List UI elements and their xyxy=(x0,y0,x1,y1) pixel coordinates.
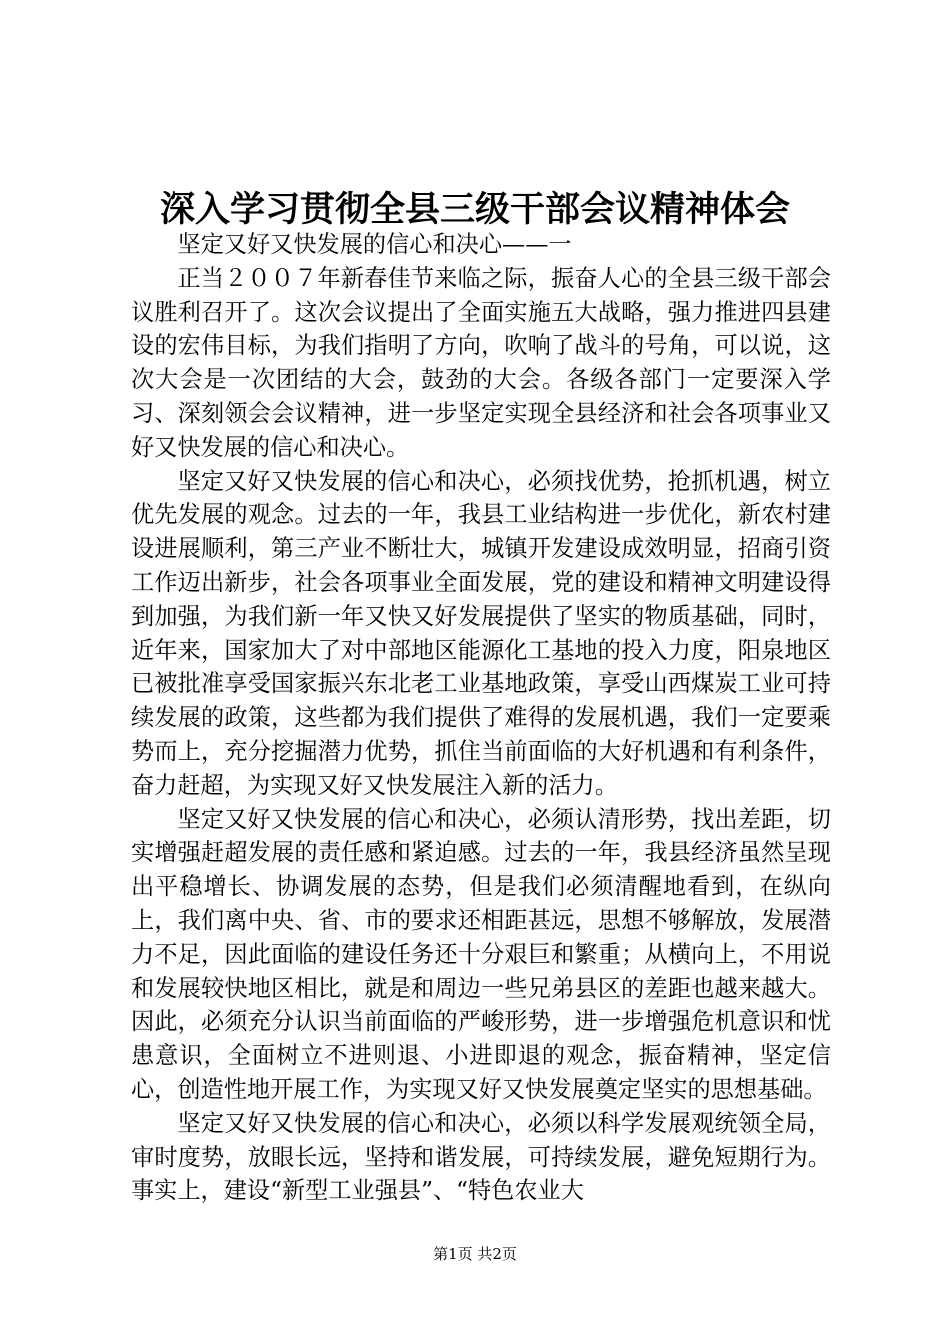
paragraph-3: 坚定又好又快发展的信心和决心，必须认清形势，找出差距，切实增强赶超发展的责任感和紧迫感。过去的一年，我县经济虽然呈现出平稳增长、协调发展的态势，但是我们必须清醒地看到，在纵向上，我们离中央、省、市的要求还相距甚远，思想不够解放，发展潜力不足，因此面临的建设任务还十分艰巨和繁重；从横向上，不用说和发展较快地区相比，就是和周边一些兄弟县区的差距也越来越大。因此，必须充分认识当前面临的严峻形势，进一步增强危机意识和忧患意识，全面树立不进则退、小进即退的观念，振奋精神，坚定信心，创造性地开展工作，为实现又好又快发展奠定坚实的思想基础。 xyxy=(131,805,831,1103)
document-subtitle: 坚定又好又快发展的信心和决心——一 xyxy=(177,231,572,258)
document-body xyxy=(131,228,831,1208)
paragraph-1: 正当２００７年新春佳节来临之际，振奋人心的全县三级干部会议胜利召开了。这次会议提出了全面实施五大战略，强力推进四县建设的宏伟目标，为我们指明了方向，吹响了战斗的号角，可以说，这次大会是一次团结的大会，鼓劲的大会。各级各部门一定要深入学习、深刻领会会议精神，进一步坚定实现全县经济和社会各项事业又好又快发展的信心和决心。 xyxy=(131,264,831,461)
paragraph-4: 坚定又好又快发展的信心和决心，必须以科学发展观统领全局，审时度势，放眼长远，坚持和谐发展，可持续发展，避免短期行为。事实上，建设“新型工业强县”、“特色农业大 xyxy=(131,1109,831,1205)
document-title: 深入学习贯彻全县三级干部会议精神体会 xyxy=(159,189,790,230)
page-number-footer: 第1页 共2页 xyxy=(433,1245,517,1263)
paragraph-2: 坚定又好又快发展的信心和决心，必须找优势，抢抓机遇，树立优先发展的观念。过去的一年，我县工业结构进一步优化，新农村建设进展顺利，第三产业不断壮大，城镇开发建设成效明显，招商引资工作迈出新步，社会各项事业全面发展，党的建设和精神文明建设得到加强，为我们新一年又快又好发展提供了坚实的物质基础，同时，近年来，国家加大了对中部地区能源化工基地的投入力度，阳泉地区已被批准享受国家振兴东北老工业基地政策，享受山西煤炭工业可持续发展的政策，这些都为我们提供了难得的发展机遇，我们一定要乘势而上，充分挖掘潜力优势，抓住当前面临的大好机遇和有利条件，奋力赶超，为实现又好又快发展注入新的活力。 xyxy=(131,467,831,799)
